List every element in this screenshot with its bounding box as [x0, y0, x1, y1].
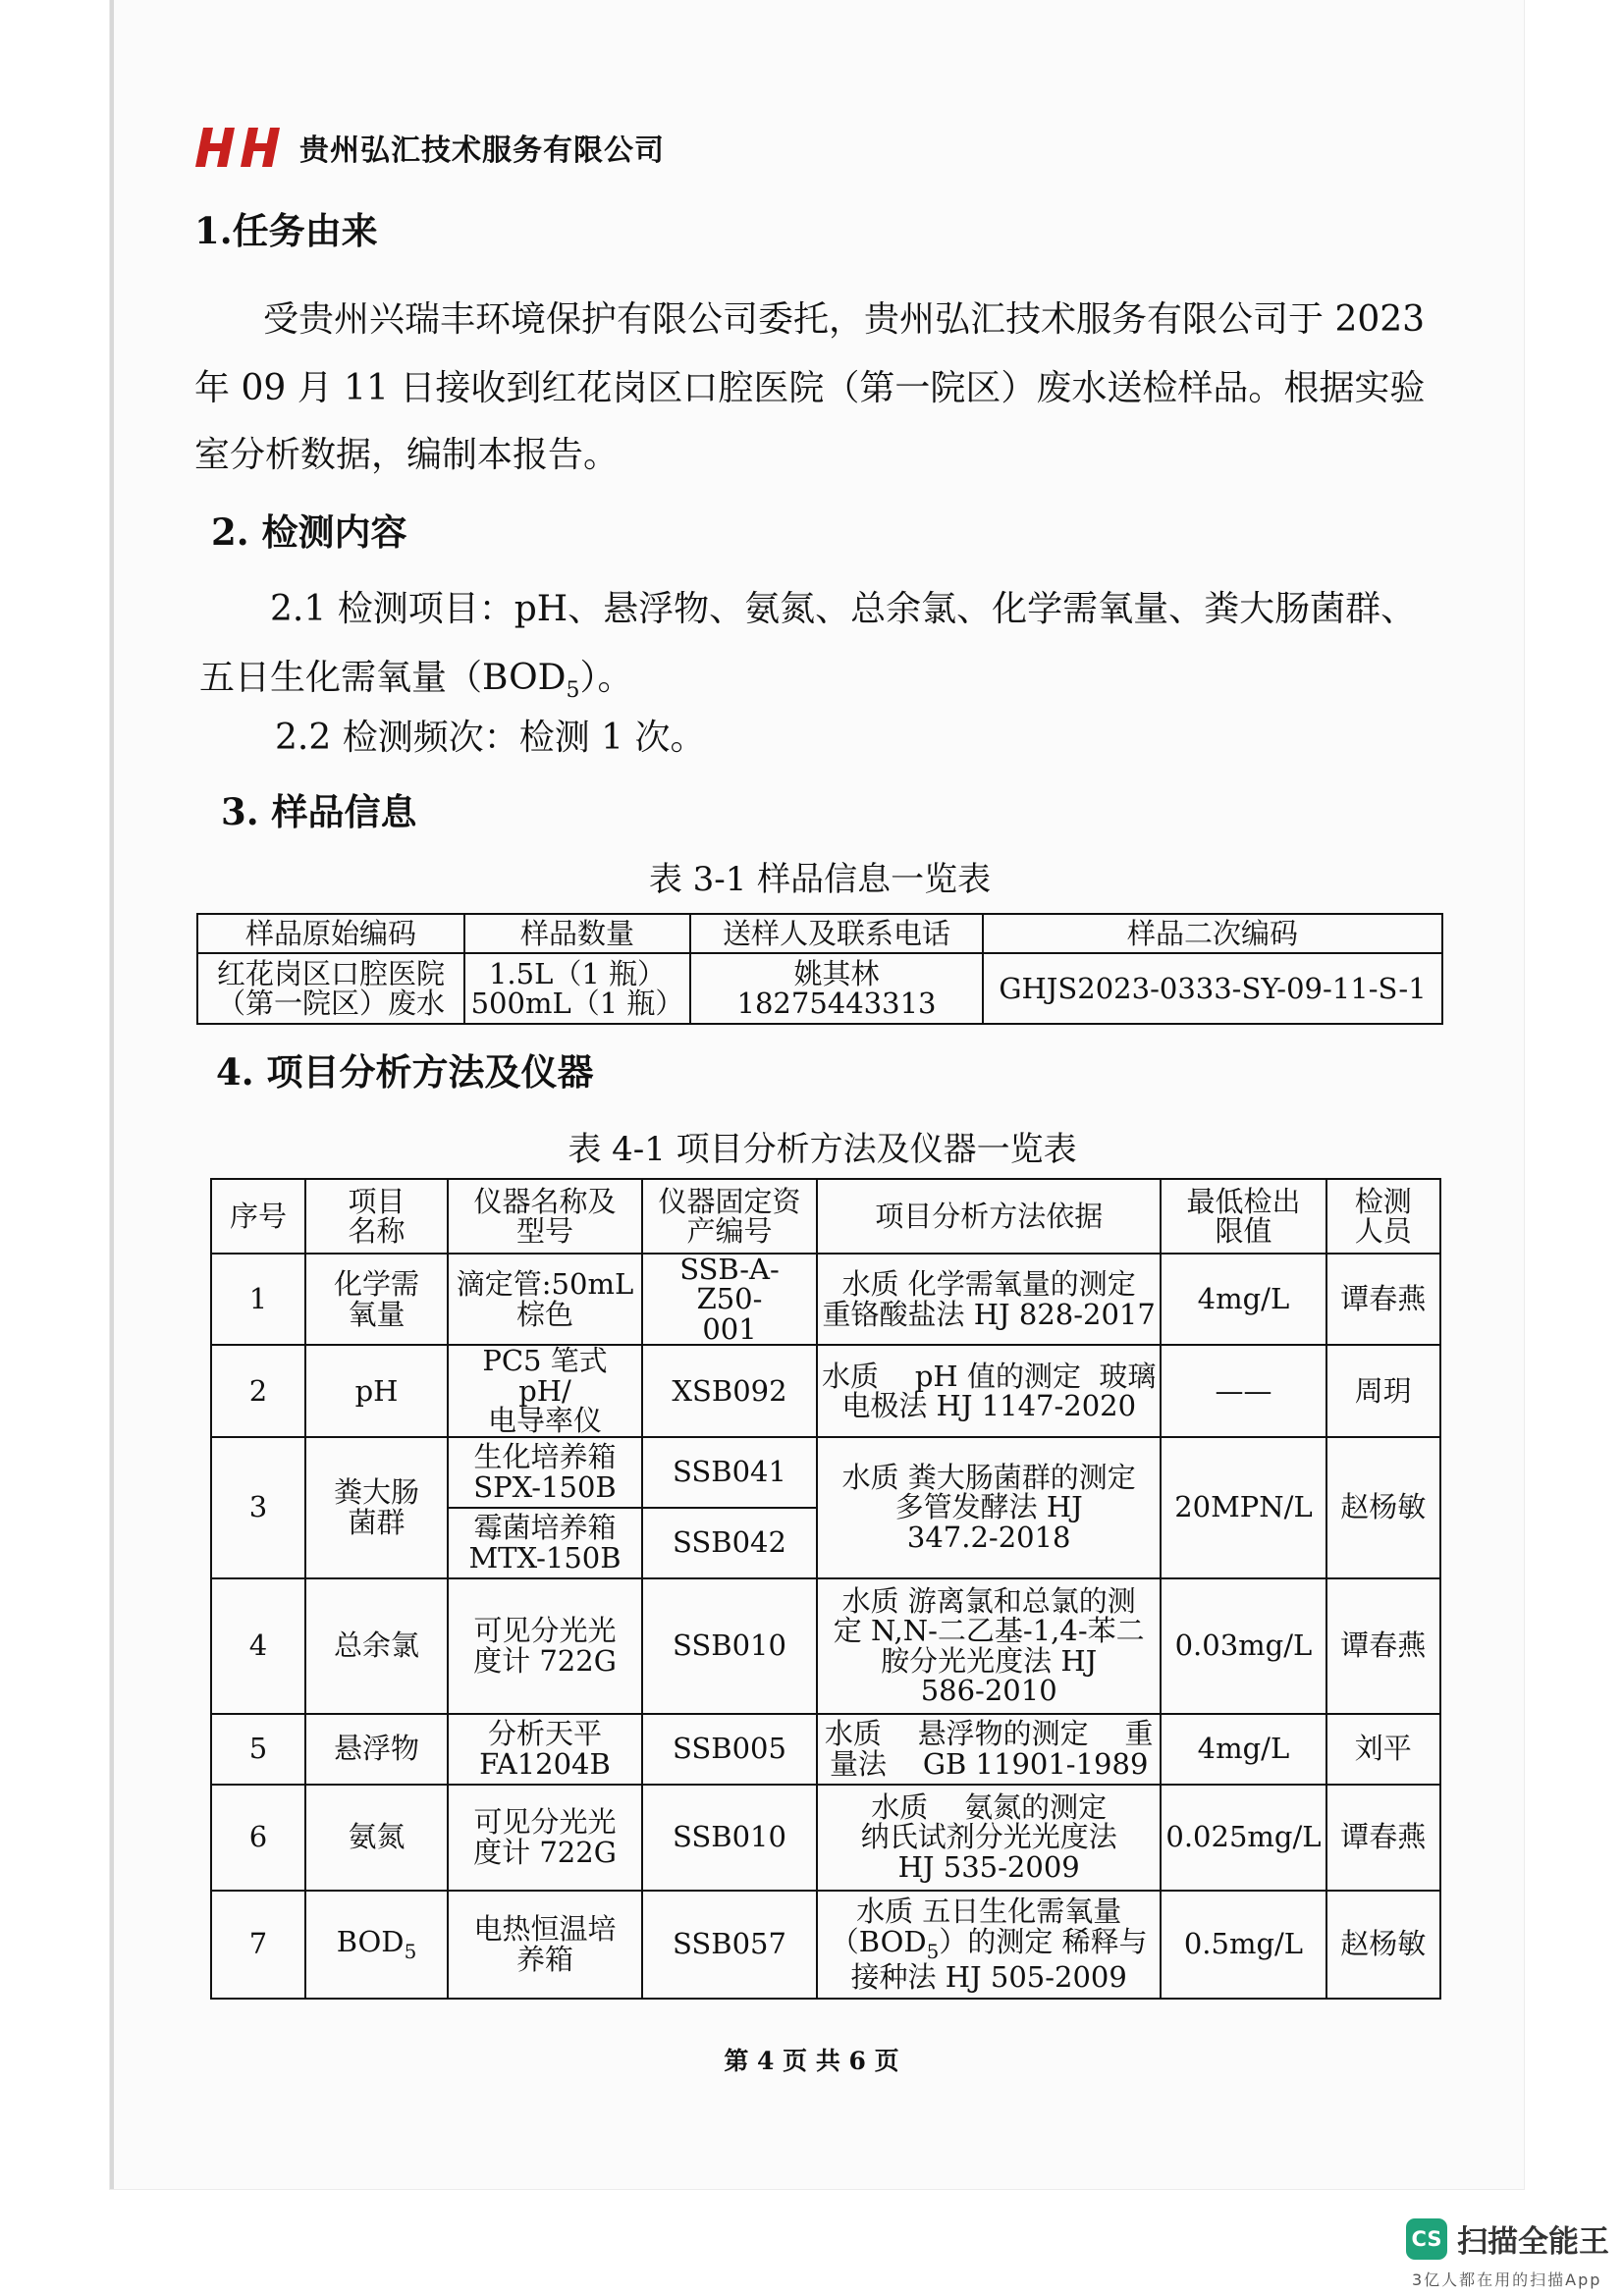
- analysis-method-table: [210, 1178, 1441, 2000]
- cell-asset: SSB-A-Z50- 001: [642, 1254, 817, 1345]
- cell-item: 粪大肠 菌群: [305, 1437, 448, 1578]
- company-name: 贵州弘汇技术服务有限公司: [299, 133, 665, 168]
- cell-method: 水质 粪大肠菌群的测定 多管发酵法 HJ 347.2-2018: [817, 1437, 1161, 1578]
- cell-method: 水质 氨氮的测定 纳氏试剂分光光度法 HJ 535-2009: [817, 1785, 1161, 1891]
- col-header-no: 序号: [211, 1179, 305, 1254]
- cell-method: 水质 游离氯和总氯的测 定 N,N-二乙基-1,4-苯二 胺分光光度法 HJ 586-2010: [817, 1578, 1161, 1714]
- cell-item: 总余氯: [305, 1578, 448, 1714]
- cell-instrument: 滴定管:50mL 棕色: [448, 1254, 642, 1345]
- cell-no: 2: [211, 1345, 305, 1436]
- detection-items-line-2: 五日生化需氧量$(BOD_5)$。: [199, 658, 633, 704]
- cell-item: $BOD_5$: [305, 1891, 448, 1999]
- cell-no: 1: [211, 1254, 305, 1345]
- cell-limit: 4mg/L: [1161, 1714, 1325, 1785]
- sample-info-table: [196, 913, 1443, 1025]
- col-header: 送样人及联系电话: [690, 914, 983, 953]
- cell-no: 5: [211, 1714, 305, 1785]
- table-header-row: [197, 914, 1442, 953]
- col-header: 样品数量: [464, 914, 690, 953]
- cell-limit: 20MPN/L: [1161, 1437, 1325, 1578]
- section-4-title: 4. 项目分析方法及仪器: [216, 1050, 594, 1094]
- cell-instrument: 霉菌培养箱 MTX-150B: [448, 1508, 642, 1578]
- cell-asset: SSB010: [642, 1578, 817, 1714]
- cell-item: 氨氮: [305, 1785, 448, 1891]
- detection-frequency: 2.2 检测频次：检测 1 次。: [275, 718, 706, 758]
- cell-asset: SSB042: [642, 1508, 817, 1578]
- detection-items-line-1: 2.1 检测项目：pH、悬浮物、氨氮、总余氯、化学需氧量、粪大肠菌群、: [270, 589, 1417, 629]
- sample-code-cell: 红花岗区口腔医院 （第一院区）废水: [197, 953, 464, 1024]
- letterhead: [191, 118, 665, 177]
- cell-instrument: 可见分光光 度计 722G: [448, 1785, 642, 1891]
- cell-limit: 0.025mg/L: [1161, 1785, 1325, 1891]
- cell-asset: SSB041: [642, 1437, 817, 1508]
- cell-method: 水质 悬浮物的测定 重 量法 GB 11901-1989: [817, 1714, 1161, 1785]
- cell-no: 4: [211, 1578, 305, 1714]
- cell-asset: SSB057: [642, 1891, 817, 1999]
- cell-no: 3: [211, 1437, 305, 1578]
- cell-method: 水质 化学需氧量的测定 重铬酸盐法 HJ 828-2017: [817, 1254, 1161, 1345]
- col-header-person: 检测 人员: [1326, 1179, 1440, 1254]
- col-header-method: 项目分析方法依据: [817, 1179, 1161, 1254]
- scanner-app-name: 扫描全能王: [1457, 2224, 1609, 2260]
- table-3-1-caption: 表 3-1 样品信息一览表: [648, 860, 992, 899]
- cell-limit: 0.03mg/L: [1161, 1578, 1325, 1714]
- section-1-line-3: 室分析数据，编制本报告。: [194, 435, 620, 475]
- cell-person: 周玥: [1326, 1345, 1440, 1436]
- cell-asset: SSB005: [642, 1714, 817, 1785]
- cell-instrument: 分析天平 FA1204B: [448, 1714, 642, 1785]
- cell-item: 化学需 氧量: [305, 1254, 448, 1345]
- table-row: [211, 1437, 1440, 1508]
- cell-item: 悬浮物: [305, 1714, 448, 1785]
- table-4-1-caption: 表 4-1 项目分析方法及仪器一览表: [568, 1130, 1077, 1169]
- cell-limit: 0.5mg/L: [1161, 1891, 1325, 1999]
- table-row: [197, 953, 1442, 1024]
- col-header: 样品二次编码: [983, 914, 1442, 953]
- camscanner-logo-icon: CS: [1406, 2218, 1447, 2260]
- table-row: [211, 1254, 1440, 1345]
- col-header-item: 项目 名称: [305, 1179, 448, 1254]
- cell-person: 谭春燕: [1326, 1785, 1440, 1891]
- section-3-title: 3. 样品信息: [221, 790, 417, 833]
- cell-person: 谭春燕: [1326, 1254, 1440, 1345]
- section-1-line-2: 年 09 月 11 日接收到红花岗区口腔医院（第一院区）废水送检样品。根据实验: [194, 368, 1426, 408]
- table-header-row: [211, 1179, 1440, 1254]
- section-2-title: 2. 检测内容: [211, 510, 407, 554]
- col-header-instrument: 仪器名称及 型号: [448, 1179, 642, 1254]
- col-header-asset: 仪器固定资 产编号: [642, 1179, 817, 1254]
- sample-qty-cell: 1.5L（1 瓶） 500mL（1 瓶）: [464, 953, 690, 1024]
- cell-instrument: 可见分光光 度计 722G: [448, 1578, 642, 1714]
- second-code-cell: GHJS2023-0333-SY-09-11-S-1: [983, 953, 1442, 1024]
- sender-cell: 姚其林 18275443313: [690, 953, 983, 1024]
- section-1-line-1: 受贵州兴瑞丰环境保护有限公司委托，贵州弘汇技术服务有限公司于 2023: [263, 299, 1426, 340]
- cell-person: 谭春燕: [1326, 1578, 1440, 1714]
- table-row: [211, 1345, 1440, 1436]
- scanner-tagline: 3亿人都在用的扫描App: [1412, 2270, 1602, 2289]
- cell-asset: SSB010: [642, 1785, 817, 1891]
- cell-person: 刘平: [1326, 1714, 1440, 1785]
- scanner-watermark: [1406, 2216, 1609, 2261]
- col-header: 样品原始编码: [197, 914, 464, 953]
- cell-limit: 4mg/L: [1161, 1254, 1325, 1345]
- cell-limit: ——: [1161, 1345, 1325, 1436]
- table-row: [211, 1785, 1440, 1891]
- cell-no: 6: [211, 1785, 305, 1891]
- cell-item: pH: [305, 1345, 448, 1436]
- table-row: [211, 1714, 1440, 1785]
- section-1-title: 1.任务由来: [194, 209, 378, 252]
- col-header-limit: 最低检出 限值: [1161, 1179, 1325, 1254]
- table-row: [211, 1578, 1440, 1714]
- table-row: [211, 1891, 1440, 1999]
- cell-method: 水质 五日生化需氧量 $(BOD_5)$的测定 稀释与 接种法 HJ 505-2009: [817, 1891, 1161, 1999]
- cell-no: 7: [211, 1891, 305, 1999]
- cell-method: 水质 pH 值的测定 玻璃 电极法 HJ 1147-2020: [817, 1345, 1161, 1436]
- cell-asset: XSB092: [642, 1345, 817, 1436]
- cell-instrument: PC5 笔式 pH/ 电导率仪: [448, 1345, 642, 1436]
- cell-person: 赵杨敏: [1326, 1437, 1440, 1578]
- company-logo-icon: [191, 122, 290, 173]
- cell-instrument: 生化培养箱 SPX-150B: [448, 1437, 642, 1508]
- cell-instrument: 电热恒温培 养箱: [448, 1891, 642, 1999]
- binding-edge: [110, 0, 114, 2189]
- page-number: 第 4 页 共 6 页: [724, 2047, 899, 2075]
- cell-person: 赵杨敏: [1326, 1891, 1440, 1999]
